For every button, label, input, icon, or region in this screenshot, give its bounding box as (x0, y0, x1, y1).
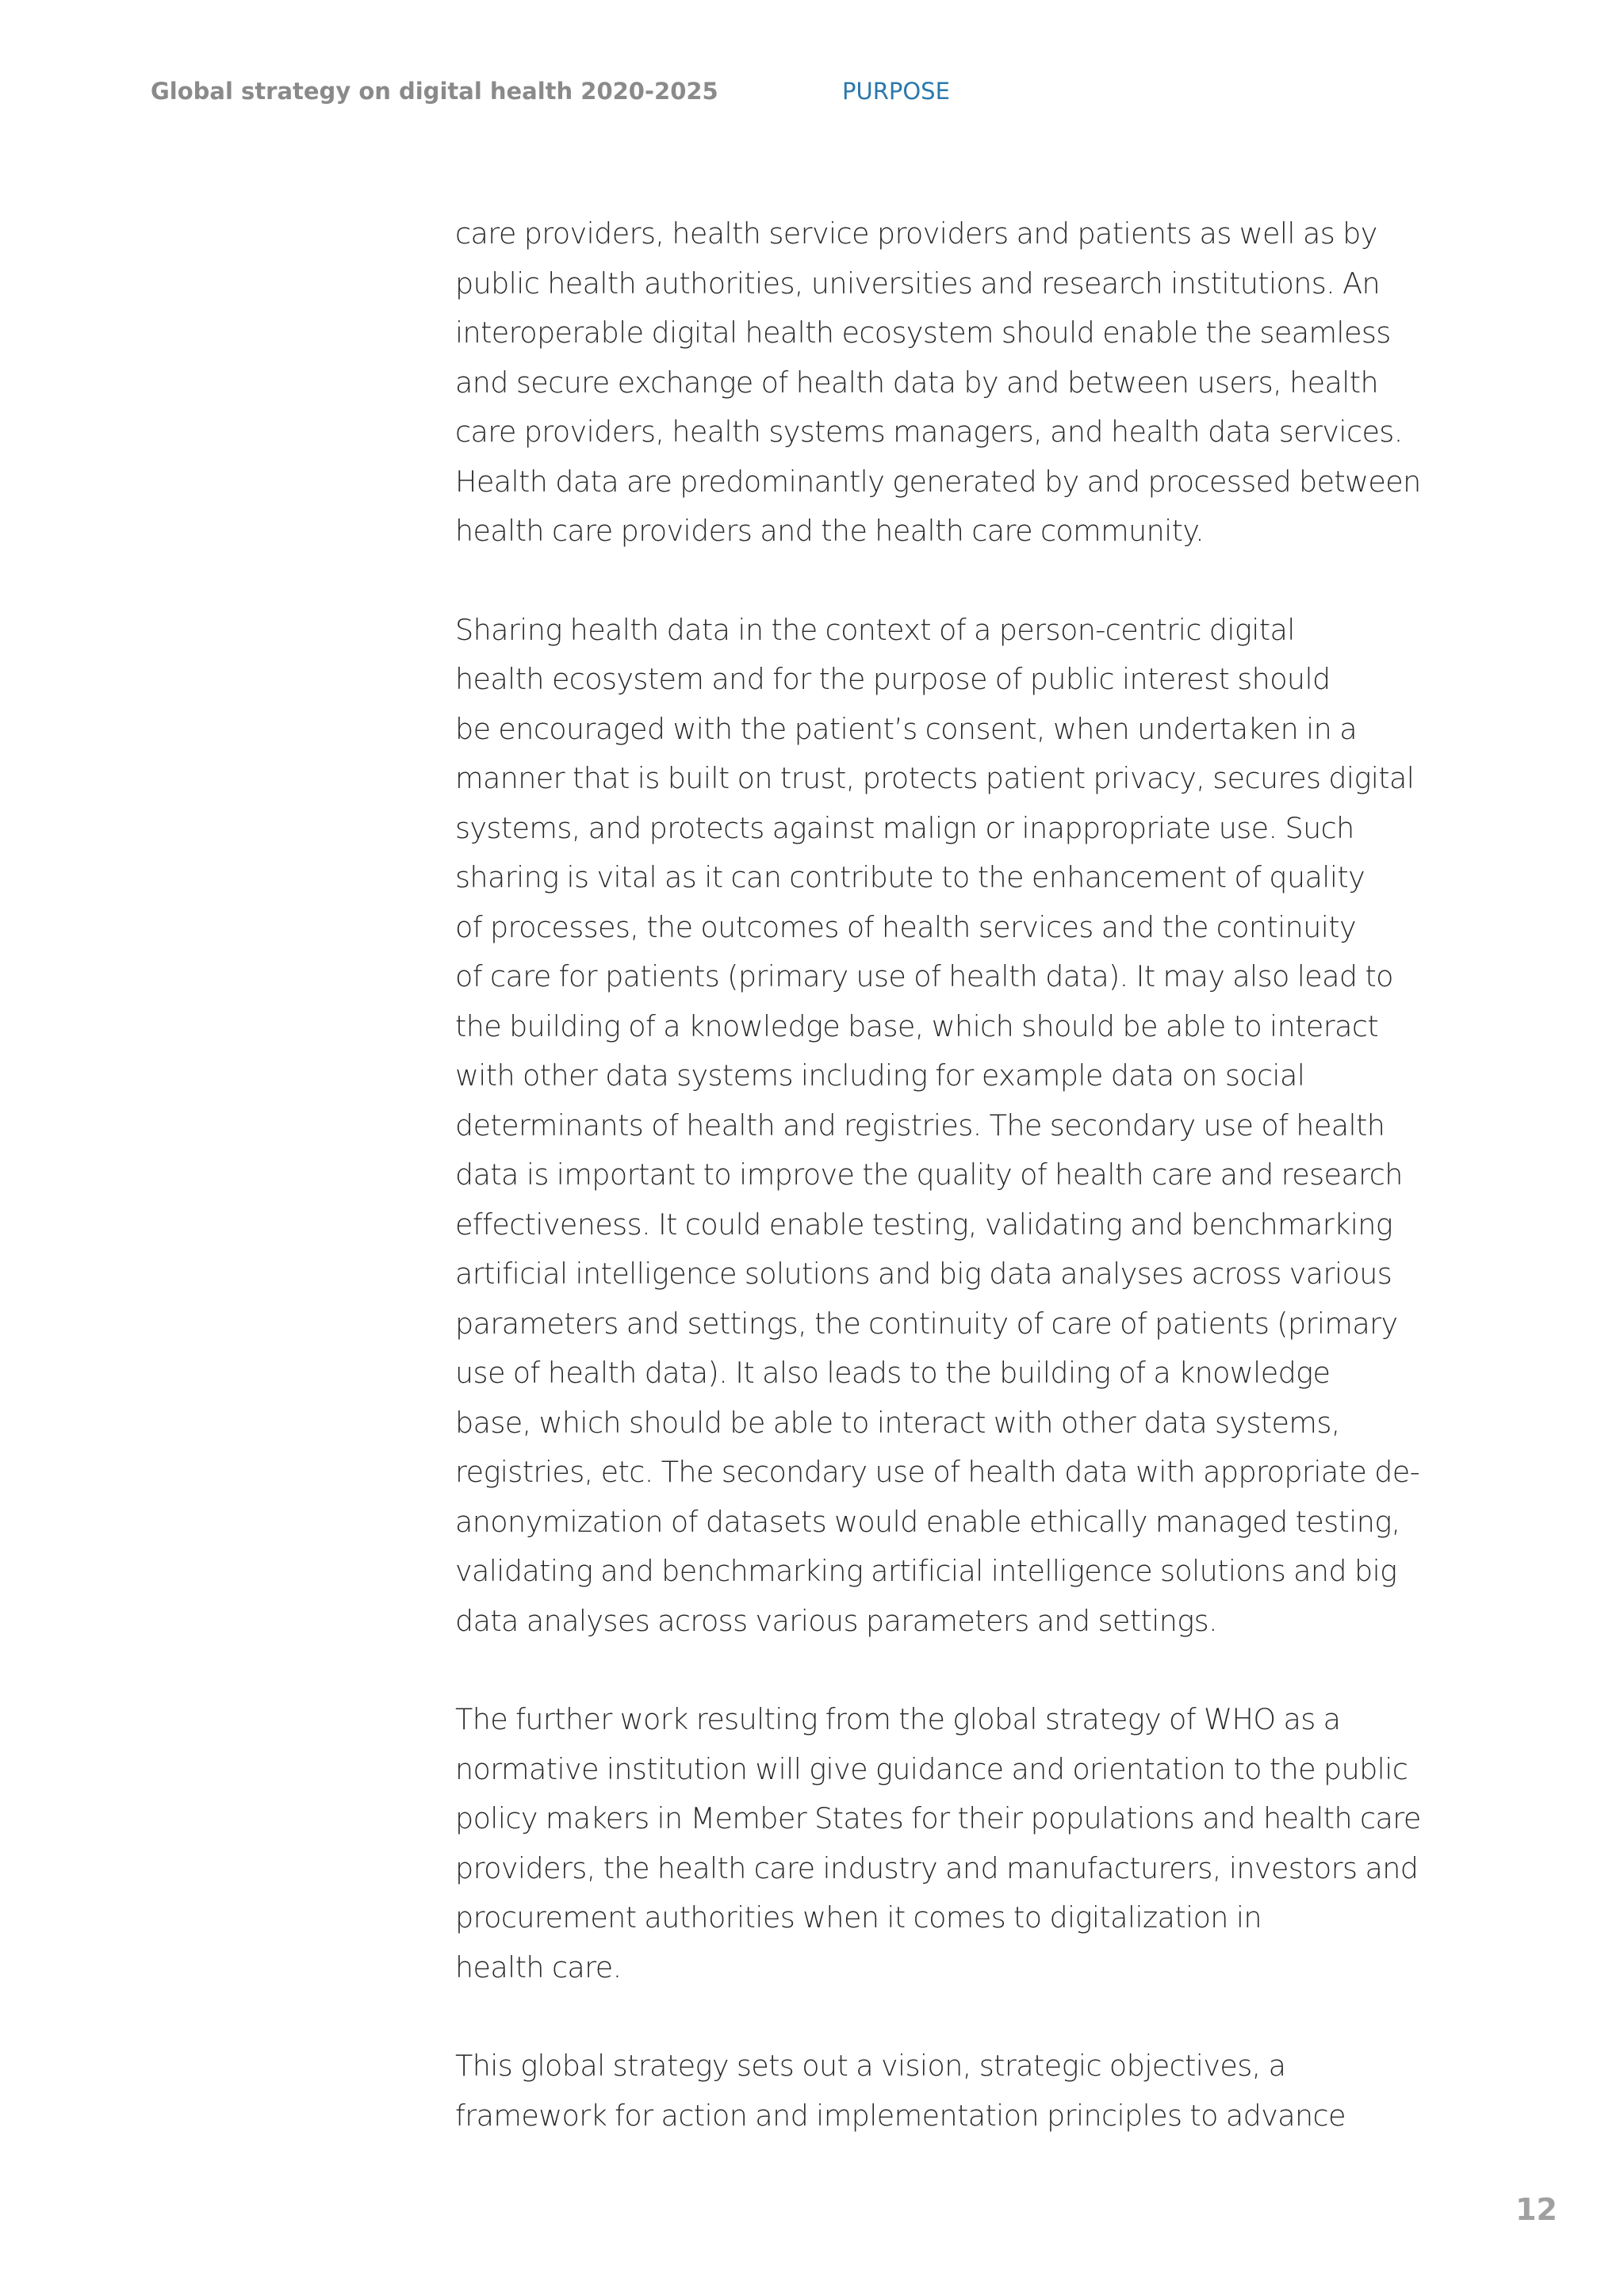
text-line: of care for patients (primary use of health data). It may also lead to (455, 959, 1393, 993)
section-label: PURPOSE (842, 78, 950, 105)
text-line: be encouraged with the patient’s consent, when undertaken in a (455, 711, 1357, 746)
text-line: effectiveness. It could enable testing, validating and benchmarking (455, 1207, 1393, 1242)
text-line: anonymization of datasets would enable ethically managed testing, (455, 1504, 1400, 1539)
text-line: health care providers and the health care community. (455, 514, 1205, 548)
text-line: providers, the health care industry and manufacturers, investors and (455, 1850, 1419, 1885)
body-text (455, 209, 1510, 2141)
text-line: The further work resulting from the global strategy of WHO as a (455, 1702, 1341, 1736)
text-line: determinants of health and registries. The secondary use of health (455, 1108, 1385, 1142)
text-line: policy makers in Member States for their populations and health care (455, 1801, 1421, 1835)
text-line: data analyses across various parameters and settings. (455, 1603, 1217, 1638)
text-line: This global strategy sets out a vision, strategic objectives, a (455, 2049, 1286, 2083)
text-line: interoperable digital health ecosystem should enable the seamless (455, 316, 1391, 350)
text-line: systems, and protects against malign or inappropriate use. Such (455, 810, 1354, 845)
text-line: registries, etc. The secondary use of health data with appropriate de- (455, 1455, 1420, 1489)
text-line: Health data are predominantly generated by and processed between (455, 464, 1421, 499)
text-line: sharing is vital as it can contribute to the enhancement of quality (455, 860, 1365, 894)
text-line: procurement authorities when it comes to digitalization in (455, 1900, 1262, 1934)
text-line: framework for action and implementation principles to advance (455, 2098, 1346, 2133)
text-line: parameters and settings, the continuity of care of patients (primary (455, 1306, 1398, 1341)
body-paragraph (455, 606, 1510, 1647)
text-line: of processes, the outcomes of health services and the continuity (455, 909, 1356, 944)
text-line: normative institution will give guidance and orientation to the public (455, 1751, 1408, 1786)
running-header (151, 78, 1473, 109)
text-line: and secure exchange of health data by and between users, health (455, 365, 1379, 400)
text-line: Sharing health data in the context of a person-centric digital (455, 612, 1295, 647)
body-paragraph (455, 1695, 1510, 1992)
text-line: validating and benchmarking artificial intelligence solutions and big (455, 1554, 1397, 1588)
page-number: 12 (1515, 2192, 1557, 2227)
text-line: public health authorities, universities and research institutions. An (455, 266, 1381, 300)
text-line: data is important to improve the quality of health care and research (455, 1158, 1403, 1192)
text-line: with other data systems including for example data on social (455, 1058, 1305, 1093)
document-title: Global strategy on digital health 2020-2025 (151, 78, 718, 105)
text-line: care providers, health systems managers, and health data services. (455, 415, 1403, 449)
text-line: manner that is built on trust, protects patient privacy, secures digital (455, 761, 1415, 795)
text-line: base, which should be able to interact with other data systems, (455, 1405, 1340, 1440)
body-paragraph (455, 2042, 1510, 2141)
text-line: artificial intelligence solutions and big data analyses across various (455, 1257, 1392, 1291)
text-line: use of health data). It also leads to the building of a knowledge (455, 1356, 1331, 1390)
text-line: health care. (455, 1950, 622, 1984)
text-line: the building of a knowledge base, which should be able to interact (455, 1008, 1379, 1043)
body-paragraph (455, 209, 1510, 557)
text-line: health ecosystem and for the purpose of public interest should (455, 662, 1331, 696)
text-line: care providers, health service providers and patients as well as by (455, 216, 1377, 251)
